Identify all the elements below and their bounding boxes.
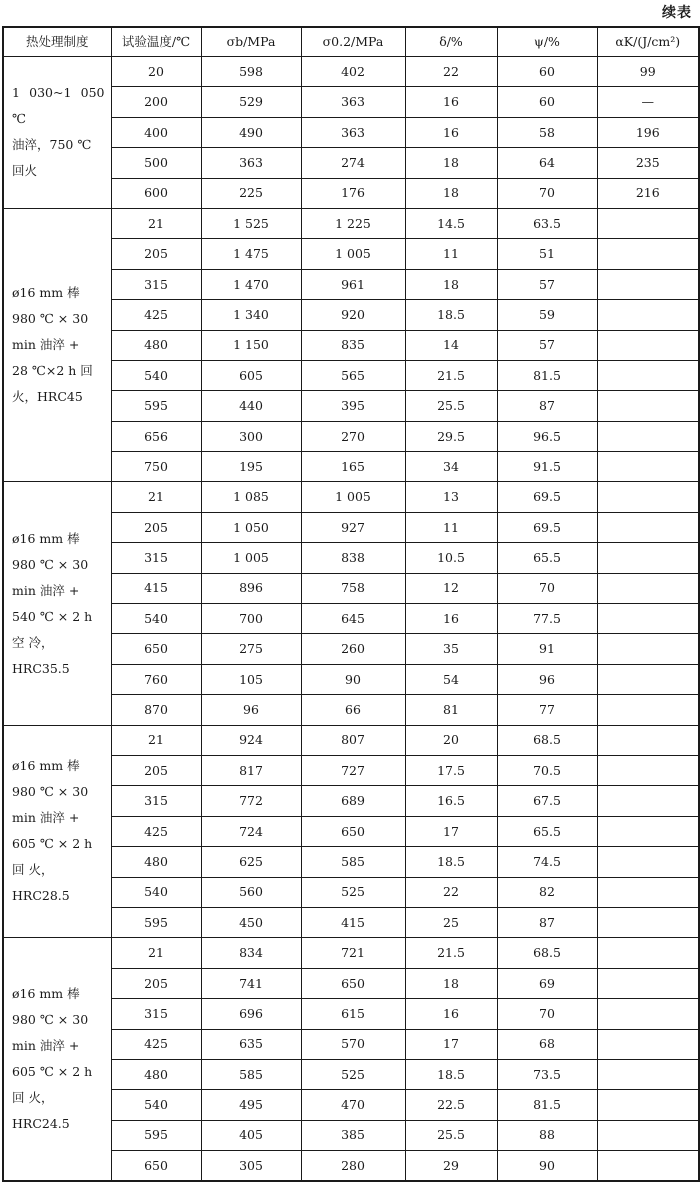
sigma-02-cell: 274 [301, 148, 405, 178]
ak-cell [597, 543, 699, 573]
temp-cell: 480 [111, 847, 201, 877]
psi-cell: 69 [497, 968, 597, 998]
ak-cell [597, 1059, 699, 1089]
sigma-b-cell: 635 [201, 1029, 301, 1059]
temp-cell: 205 [111, 968, 201, 998]
delta-cell: 25.5 [405, 391, 497, 421]
sigma-02-cell: 835 [301, 330, 405, 360]
delta-cell: 13 [405, 482, 497, 512]
table-row [3, 938, 699, 968]
delta-cell: 16 [405, 999, 497, 1029]
sigma-b-cell: 598 [201, 57, 301, 87]
ak-cell [597, 208, 699, 238]
psi-cell: 69.5 [497, 512, 597, 542]
temp-cell: 595 [111, 907, 201, 937]
delta-cell: 22 [405, 877, 497, 907]
treatment-line: ø16 mm 棒 [12, 530, 80, 546]
psi-cell: 81.5 [497, 360, 597, 390]
treatment-line: 540 ℃ × 2 h [12, 608, 93, 624]
treatment-line: 回 火， [12, 862, 54, 878]
ak-cell [597, 816, 699, 846]
delta-cell: 17.5 [405, 755, 497, 785]
table-row [3, 208, 699, 238]
delta-cell: 17 [405, 816, 497, 846]
delta-cell: 14.5 [405, 208, 497, 238]
treatment-line: 油淬，750 ℃ [12, 137, 92, 153]
temp-cell: 20 [111, 57, 201, 87]
psi-cell: 77.5 [497, 604, 597, 634]
temp-cell: 205 [111, 239, 201, 269]
psi-cell: 90 [497, 1151, 597, 1182]
psi-cell: 68.5 [497, 725, 597, 755]
treatment-line: 980 ℃ × 30 [12, 556, 89, 572]
sigma-02-cell: 961 [301, 269, 405, 299]
sigma-02-cell: 90 [301, 664, 405, 694]
delta-cell: 18.5 [405, 1059, 497, 1089]
delta-cell: 54 [405, 664, 497, 694]
ak-cell [597, 512, 699, 542]
ak-cell [597, 452, 699, 482]
psi-cell: 70 [497, 178, 597, 208]
ak-cell [597, 999, 699, 1029]
ak-cell [597, 664, 699, 694]
treatment-line: 980 ℃ × 30 [12, 1012, 89, 1028]
treatment-line: 980 ℃ × 30 [12, 311, 89, 327]
sigma-02-cell: 270 [301, 421, 405, 451]
delta-cell: 18 [405, 269, 497, 299]
sigma-b-cell: 1 340 [201, 300, 301, 330]
sigma-b-cell: 741 [201, 968, 301, 998]
sigma-b-cell: 724 [201, 816, 301, 846]
delta-cell: 34 [405, 452, 497, 482]
sigma-b-cell: 625 [201, 847, 301, 877]
treatment-cell [3, 57, 111, 209]
sigma-02-cell: 615 [301, 999, 405, 1029]
sigma-b-cell: 363 [201, 148, 301, 178]
temp-cell: 425 [111, 1029, 201, 1059]
delta-cell: 18 [405, 148, 497, 178]
ak-cell [597, 755, 699, 785]
delta-cell: 18 [405, 178, 497, 208]
ak-cell [597, 300, 699, 330]
psi-cell: 59 [497, 300, 597, 330]
psi-cell: 65.5 [497, 543, 597, 573]
table-body [3, 57, 699, 1182]
psi-cell: 65.5 [497, 816, 597, 846]
psi-cell: 70.5 [497, 755, 597, 785]
sigma-02-cell: 415 [301, 907, 405, 937]
sigma-b-cell: 1 470 [201, 269, 301, 299]
sigma-02-cell: 260 [301, 634, 405, 664]
psi-cell: 91 [497, 634, 597, 664]
psi-cell: 51 [497, 239, 597, 269]
treatment-line: 28 ℃×2 h 回 [12, 363, 93, 379]
temp-cell: 205 [111, 755, 201, 785]
temp-cell: 21 [111, 725, 201, 755]
sigma-b-cell: 300 [201, 421, 301, 451]
header-sigma-b: σb/MPa [201, 27, 301, 57]
temp-cell: 540 [111, 360, 201, 390]
properties-table [2, 26, 700, 1182]
temp-cell: 650 [111, 634, 201, 664]
ak-cell [597, 573, 699, 603]
delta-cell: 25.5 [405, 1120, 497, 1150]
temp-cell: 21 [111, 938, 201, 968]
sigma-b-cell: 772 [201, 786, 301, 816]
header-ak: αK/(J/cm²) [597, 27, 699, 57]
sigma-b-cell: 495 [201, 1090, 301, 1120]
header-row [3, 27, 699, 57]
psi-cell: 81.5 [497, 1090, 597, 1120]
treatment-line: 回 火， [12, 1090, 54, 1106]
sigma-02-cell: 1 005 [301, 239, 405, 269]
delta-cell: 18 [405, 968, 497, 998]
sigma-b-cell: 96 [201, 695, 301, 725]
ak-cell: 99 [597, 57, 699, 87]
header-sigma-02: σ0.2/MPa [301, 27, 405, 57]
delta-cell: 10.5 [405, 543, 497, 573]
ak-cell [597, 269, 699, 299]
temp-cell: 750 [111, 452, 201, 482]
delta-cell: 21.5 [405, 360, 497, 390]
psi-cell: 82 [497, 877, 597, 907]
table-row [3, 57, 699, 87]
sigma-02-cell: 727 [301, 755, 405, 785]
sigma-02-cell: 470 [301, 1090, 405, 1120]
temp-cell: 656 [111, 421, 201, 451]
sigma-b-cell: 585 [201, 1059, 301, 1089]
treatment-line: min 油淬 + [12, 810, 80, 826]
sigma-b-cell: 275 [201, 634, 301, 664]
temp-cell: 500 [111, 148, 201, 178]
sigma-02-cell: 838 [301, 543, 405, 573]
sigma-02-cell: 176 [301, 178, 405, 208]
sigma-02-cell: 758 [301, 573, 405, 603]
ak-cell [597, 725, 699, 755]
sigma-02-cell: 363 [301, 87, 405, 117]
treatment-line: min 油淬 + [12, 582, 80, 598]
delta-cell: 16 [405, 117, 497, 147]
sigma-02-cell: 920 [301, 300, 405, 330]
sigma-b-cell: 105 [201, 664, 301, 694]
sigma-02-cell: 402 [301, 57, 405, 87]
sigma-02-cell: 570 [301, 1029, 405, 1059]
psi-cell: 60 [497, 87, 597, 117]
delta-cell: 17 [405, 1029, 497, 1059]
sigma-b-cell: 924 [201, 725, 301, 755]
sigma-02-cell: 1 225 [301, 208, 405, 238]
delta-cell: 16 [405, 604, 497, 634]
temp-cell: 870 [111, 695, 201, 725]
sigma-02-cell: 721 [301, 938, 405, 968]
treatment-line: 1 030~1 050 ℃ [12, 85, 105, 127]
header-delta: δ/% [405, 27, 497, 57]
psi-cell: 68.5 [497, 938, 597, 968]
sigma-b-cell: 817 [201, 755, 301, 785]
delta-cell: 21.5 [405, 938, 497, 968]
sigma-b-cell: 490 [201, 117, 301, 147]
treatment-line: 回火 [12, 163, 38, 179]
temp-cell: 205 [111, 512, 201, 542]
delta-cell: 18.5 [405, 847, 497, 877]
delta-cell: 29.5 [405, 421, 497, 451]
header-temp: 试验温度/℃ [111, 27, 201, 57]
sigma-02-cell: 650 [301, 816, 405, 846]
temp-cell: 315 [111, 786, 201, 816]
treatment-line: ø16 mm 棒 [12, 285, 80, 301]
treatment-line: 605 ℃ × 2 h [12, 836, 93, 852]
header-psi: ψ/% [497, 27, 597, 57]
psi-cell: 73.5 [497, 1059, 597, 1089]
sigma-02-cell: 645 [301, 604, 405, 634]
delta-cell: 22 [405, 57, 497, 87]
treatment-line: ø16 mm 棒 [12, 758, 80, 774]
sigma-02-cell: 1 005 [301, 482, 405, 512]
sigma-02-cell: 807 [301, 725, 405, 755]
treatment-line: 火，HRC45 [12, 389, 83, 405]
delta-cell: 11 [405, 512, 497, 542]
ak-cell [597, 938, 699, 968]
sigma-02-cell: 385 [301, 1120, 405, 1150]
delta-cell: 18.5 [405, 300, 497, 330]
temp-cell: 480 [111, 1059, 201, 1089]
psi-cell: 87 [497, 391, 597, 421]
sigma-b-cell: 225 [201, 178, 301, 208]
sigma-b-cell: 1 085 [201, 482, 301, 512]
sigma-02-cell: 525 [301, 877, 405, 907]
temp-cell: 315 [111, 269, 201, 299]
sigma-02-cell: 585 [301, 847, 405, 877]
sigma-b-cell: 560 [201, 877, 301, 907]
ak-cell: 235 [597, 148, 699, 178]
psi-cell: 67.5 [497, 786, 597, 816]
treatment-line: 605 ℃ × 2 h [12, 1064, 93, 1080]
ak-cell [597, 1120, 699, 1150]
psi-cell: 74.5 [497, 847, 597, 877]
treatment-line: min 油淬 + [12, 337, 80, 353]
delta-cell: 14 [405, 330, 497, 360]
sigma-02-cell: 66 [301, 695, 405, 725]
ak-cell: 216 [597, 178, 699, 208]
psi-cell: 64 [497, 148, 597, 178]
delta-cell: 35 [405, 634, 497, 664]
temp-cell: 21 [111, 482, 201, 512]
treatment-line: HRC24.5 [12, 1116, 70, 1132]
delta-cell: 16.5 [405, 786, 497, 816]
treatment-cell [3, 482, 111, 725]
ak-cell [597, 604, 699, 634]
temp-cell: 415 [111, 573, 201, 603]
psi-cell: 57 [497, 330, 597, 360]
ak-cell [597, 421, 699, 451]
treatment-line: HRC35.5 [12, 660, 70, 676]
delta-cell: 20 [405, 725, 497, 755]
ak-cell [597, 1151, 699, 1182]
sigma-b-cell: 605 [201, 360, 301, 390]
sigma-b-cell: 1 005 [201, 543, 301, 573]
sigma-b-cell: 1 050 [201, 512, 301, 542]
sigma-b-cell: 450 [201, 907, 301, 937]
sigma-b-cell: 195 [201, 452, 301, 482]
psi-cell: 63.5 [497, 208, 597, 238]
ak-cell [597, 877, 699, 907]
sigma-b-cell: 405 [201, 1120, 301, 1150]
continued-label: 续表 [662, 5, 692, 21]
sigma-b-cell: 1 150 [201, 330, 301, 360]
psi-cell: 96.5 [497, 421, 597, 451]
ak-cell: 196 [597, 117, 699, 147]
temp-cell: 200 [111, 87, 201, 117]
treatment-cell [3, 725, 111, 938]
sigma-02-cell: 689 [301, 786, 405, 816]
sigma-02-cell: 395 [301, 391, 405, 421]
temp-cell: 600 [111, 178, 201, 208]
ak-cell [597, 1090, 699, 1120]
ak-cell [597, 695, 699, 725]
sigma-02-cell: 363 [301, 117, 405, 147]
sigma-02-cell: 280 [301, 1151, 405, 1182]
temp-cell: 540 [111, 1090, 201, 1120]
sigma-b-cell: 305 [201, 1151, 301, 1182]
psi-cell: 68 [497, 1029, 597, 1059]
temp-cell: 760 [111, 664, 201, 694]
psi-cell: 57 [497, 269, 597, 299]
psi-cell: 96 [497, 664, 597, 694]
ak-cell [597, 239, 699, 269]
delta-cell: 12 [405, 573, 497, 603]
temp-cell: 400 [111, 117, 201, 147]
temp-cell: 650 [111, 1151, 201, 1182]
ak-cell [597, 391, 699, 421]
sigma-02-cell: 650 [301, 968, 405, 998]
sigma-02-cell: 165 [301, 452, 405, 482]
psi-cell: 70 [497, 573, 597, 603]
treatment-line: 980 ℃ × 30 [12, 784, 89, 800]
delta-cell: 25 [405, 907, 497, 937]
psi-cell: 60 [497, 57, 597, 87]
sigma-b-cell: 1 475 [201, 239, 301, 269]
ak-cell [597, 907, 699, 937]
ak-cell: — [597, 87, 699, 117]
sigma-02-cell: 927 [301, 512, 405, 542]
temp-cell: 540 [111, 877, 201, 907]
sigma-b-cell: 696 [201, 999, 301, 1029]
temp-cell: 21 [111, 208, 201, 238]
temp-cell: 595 [111, 1120, 201, 1150]
temp-cell: 425 [111, 816, 201, 846]
sigma-b-cell: 896 [201, 573, 301, 603]
sigma-02-cell: 525 [301, 1059, 405, 1089]
ak-cell [597, 634, 699, 664]
ak-cell [597, 360, 699, 390]
sigma-b-cell: 700 [201, 604, 301, 634]
temp-cell: 540 [111, 604, 201, 634]
ak-cell [597, 482, 699, 512]
ak-cell [597, 968, 699, 998]
ak-cell [597, 847, 699, 877]
treatment-cell [3, 208, 111, 482]
treatment-line: ø16 mm 棒 [12, 986, 80, 1002]
temp-cell: 315 [111, 999, 201, 1029]
delta-cell: 16 [405, 87, 497, 117]
psi-cell: 58 [497, 117, 597, 147]
delta-cell: 22.5 [405, 1090, 497, 1120]
delta-cell: 81 [405, 695, 497, 725]
treatment-cell [3, 938, 111, 1182]
table-row [3, 482, 699, 512]
temp-cell: 480 [111, 330, 201, 360]
sigma-b-cell: 440 [201, 391, 301, 421]
temp-cell: 595 [111, 391, 201, 421]
temp-cell: 315 [111, 543, 201, 573]
ak-cell [597, 330, 699, 360]
delta-cell: 29 [405, 1151, 497, 1182]
temp-cell: 425 [111, 300, 201, 330]
delta-cell: 11 [405, 239, 497, 269]
treatment-line: HRC28.5 [12, 888, 70, 904]
sigma-b-cell: 1 525 [201, 208, 301, 238]
sigma-b-cell: 529 [201, 87, 301, 117]
treatment-line: 空 冷， [12, 634, 54, 650]
treatment-line: min 油淬 + [12, 1038, 80, 1054]
psi-cell: 69.5 [497, 482, 597, 512]
sigma-b-cell: 834 [201, 938, 301, 968]
ak-cell [597, 786, 699, 816]
psi-cell: 91.5 [497, 452, 597, 482]
psi-cell: 70 [497, 999, 597, 1029]
psi-cell: 87 [497, 907, 597, 937]
psi-cell: 88 [497, 1120, 597, 1150]
sigma-02-cell: 565 [301, 360, 405, 390]
psi-cell: 77 [497, 695, 597, 725]
table-row [3, 725, 699, 755]
header-treatment: 热处理制度 [3, 27, 111, 57]
